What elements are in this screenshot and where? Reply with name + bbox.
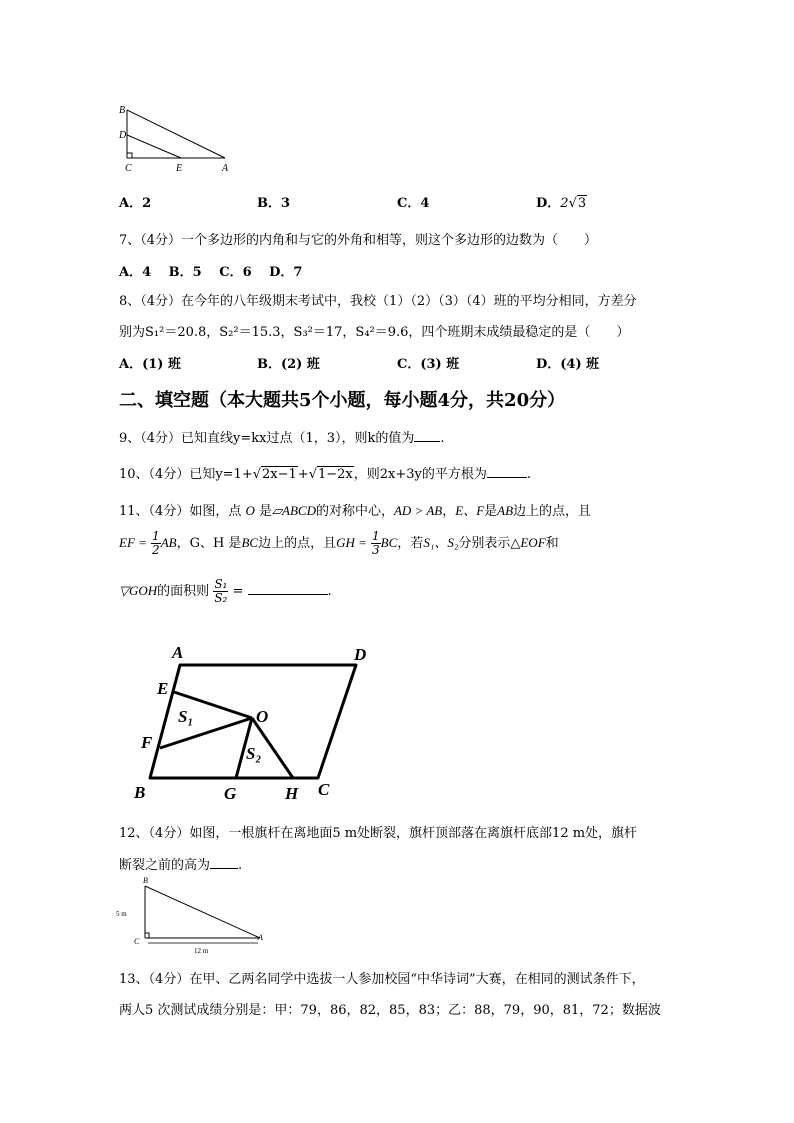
label-a: A bbox=[222, 163, 229, 174]
q7-text: 7、（4分）一个多边形的内角和与它的外角和相等，则这个多边形的边数为（ ） bbox=[119, 233, 598, 248]
para-label-h: H bbox=[285, 784, 299, 803]
flag-label-width: 12 m bbox=[194, 947, 209, 955]
q8-line1: 8、（4分）在今年的八年级期末考试中，我校（1）（2）（3）（4）班的平均分相同，方差分 bbox=[119, 294, 637, 309]
q6-option-d: D．2√3 bbox=[536, 196, 587, 211]
answer-blank[interactable] bbox=[248, 582, 328, 595]
q11-line2: EF = $\frac{1}{2}$ AB，G、H 是BC边上的点，且GH = $\frac{1}{3}$ BC，若S₁、S₂分别表示△EOF和 bbox=[119, 529, 559, 557]
para-label-b: B bbox=[134, 783, 146, 802]
para-label-s2: S₂ bbox=[246, 744, 262, 763]
label-e: E bbox=[176, 163, 183, 174]
flagpole-figure bbox=[112, 872, 272, 962]
section-heading: 二、填空题（本大题共5个小题，每小题4分，共20分） bbox=[119, 390, 566, 411]
flag-label-a: A bbox=[258, 933, 263, 942]
label-d: D bbox=[119, 130, 127, 141]
q7-options: A．4 B．5 C．6 D．7 bbox=[119, 265, 303, 280]
q13-line2: 两人5 次测试成绩分别是：甲：79，86，82，85，83；乙：88，79，90，81，72；数据波 bbox=[119, 1003, 661, 1018]
q8-option-c: C．(3) 班 bbox=[397, 357, 460, 372]
q12-line2: 断裂之前的高为 . bbox=[119, 858, 243, 873]
para-label-a: A bbox=[172, 643, 184, 662]
triangle-figure bbox=[115, 100, 240, 180]
q10-text: 10、（4分）已知y=1+√2x−1+√1−2x，则2x+3y的平方根为 . bbox=[119, 467, 532, 482]
label-b: B bbox=[119, 105, 126, 116]
q11-line1: 11、（4分）如图，点 O 是▱ABCD的对称中心，AD > AB，E、F是AB边上的点，且 bbox=[119, 503, 592, 519]
q8-line2: 别为S₁²＝20.8，S₂²＝15.3，S₃²＝17，S₄²＝9.6，四个班期末成绩最稳定的是（ ） bbox=[119, 325, 630, 340]
q6-option-b: B．3 bbox=[257, 196, 291, 211]
para-label-s1: S₁ bbox=[178, 707, 194, 726]
para-label-f: F bbox=[141, 733, 153, 752]
q12-line1: 12、（4分）如图，一根旗杆在离地面5 m处断裂，旗杆顶部落在离旗杆底部12 m处，旗杆 bbox=[119, 826, 638, 841]
q6-option-c: C．4 bbox=[397, 196, 430, 211]
para-label-d: D bbox=[354, 645, 367, 664]
label-c: C bbox=[125, 163, 132, 174]
answer-blank[interactable] bbox=[414, 429, 440, 442]
flag-label-b: B bbox=[143, 876, 148, 885]
answer-blank[interactable] bbox=[487, 465, 527, 478]
para-label-g: G bbox=[224, 784, 237, 803]
answer-blank[interactable] bbox=[210, 856, 238, 869]
q6-option-a: A．2 bbox=[119, 196, 152, 211]
q8-option-b: B．(2) 班 bbox=[257, 357, 320, 372]
q13-line1: 13、（4分）在甲、乙两名同学中选拔一人参加校园“中华诗词”大赛，在相同的测试条件下， bbox=[119, 972, 645, 987]
q9-text: 9、（4分）已知直线y=kx过点（1，3），则k的值为 . bbox=[119, 431, 445, 446]
q11-line3: ▽GOH的面积则 $\frac{\text{S₁}}{\text{S₂}}$ = . bbox=[119, 577, 332, 605]
flag-label-c: C bbox=[134, 937, 140, 946]
para-label-e: E bbox=[157, 679, 169, 698]
para-label-o: O bbox=[256, 707, 269, 726]
q8-option-a: A．(1) 班 bbox=[119, 357, 181, 372]
flag-label-height: 5 m bbox=[116, 910, 127, 918]
parallelogram-figure bbox=[128, 638, 378, 808]
q8-option-d: D．(4) 班 bbox=[536, 357, 600, 372]
para-label-c: C bbox=[318, 780, 330, 799]
